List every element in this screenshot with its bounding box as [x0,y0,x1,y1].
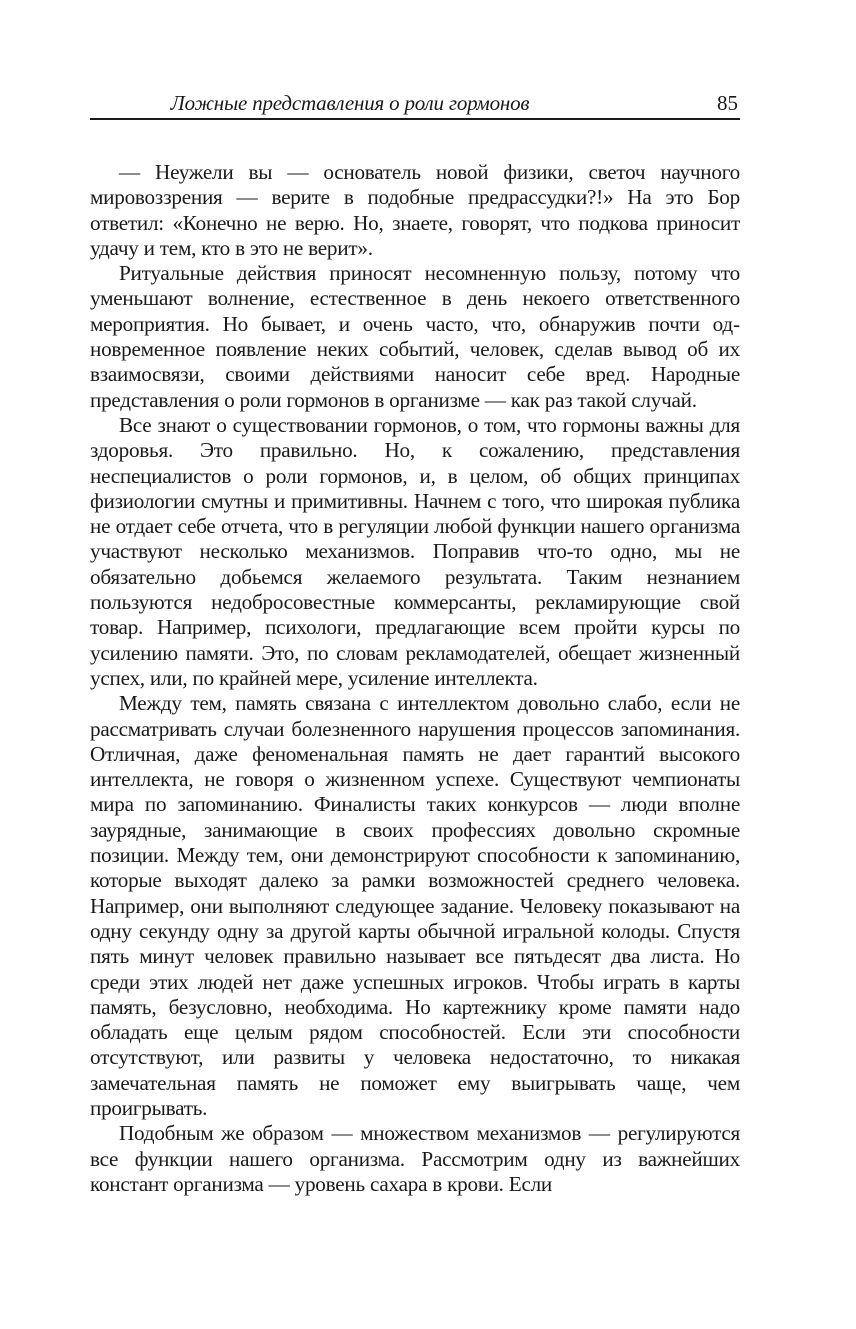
paragraph: — Неужели вы — основатель новой физики, светоч научного мировоззрения — верите в подобные предрассудки?!» На это Бор ответил: «Конечно не верю. Но, знаете, говорят, что подкова приносит удачу и тем, кто в это не верит». [90,160,740,260]
running-title: Ложные представления о роли гормонов [170,91,530,115]
page-number: 85 [717,91,738,115]
paragraph: Между тем, память связана с интеллектом довольно слабо, если не рассматривать случаи болезненного нарушения процессов запоминания. Отличная, даже феноменальная память не дает гарантий высокого интеллекта, не говоря о жизненном успехе. Существуют чемпионаты мира по запоминанию. Финалисты таких конкурсов — люди вполне заурядные, занимающие в своих профессиях довольно скромные позиции. Между тем, они демонстрируют способности к запоминанию, которые выходят далеко за рамки возможностей среднего человека. Например, они выполняют следующее задание. Человеку показывают на одну секунду одну за другой карты обычной игральной колоды. Спустя пять минут человек правильно называет все пятьдесят два листа. Но среди этих людей нет даже успешных игроков. Чтобы играть в карты память, безусловно, необходима. Но картежнику кроме памяти надо обладать еще целым рядом способностей. Если эти способности отсутствуют, или развиты у человека недостаточно, то никакая замечательная память не поможет ему выигрывать чаще, чем проигрывать. [90,691,740,1120]
paragraph: Все знают о существовании гормонов, о том, что гормоны важны для здоровья. Это правильно. Но, к сожалению, представления неспециалистов о роли гормонов, и, в целом, об общих принципах физиологии смутны и примитивны. Начнем с того, что широкая публика не отдает себе отчета, что в регуляции любой функции нашего организма участвуют несколько механизмов. Поправив что-то одно, мы не обязательно добьемся желаемого результата. Таким незнанием пользуются недобросовестные коммерсанты, рекламирующие свой товар. Например, психологи, предлагающие всем пройти курсы по усилению памяти. Это, по словам рекламодателей, обещает жизненный успех, или, по крайней мере, усиление интеллекта. [90,412,740,690]
body-text [90,160,740,1197]
running-head [90,90,740,116]
paragraph: Ритуальные действия приносят несомненную пользу, потому что уменьшают волнение, естественное в день некоего ответственного мероприятия. Но бывает, и очень часто, что, обнаружив почти одновременное появление неких событий, человек, сделав вывод об их взаимосвязи, своими действиями наносит себе вред. Народные представления о роли гормонов в организме — как раз такой случай. [90,261,740,412]
paragraph: Подобным же образом — множеством механизмов — регулируются все функции нашего организма. Рассмотрим одну из важнейших констант организма — уровень сахара в крови. Если [90,1121,740,1196]
header-rule [90,118,740,120]
